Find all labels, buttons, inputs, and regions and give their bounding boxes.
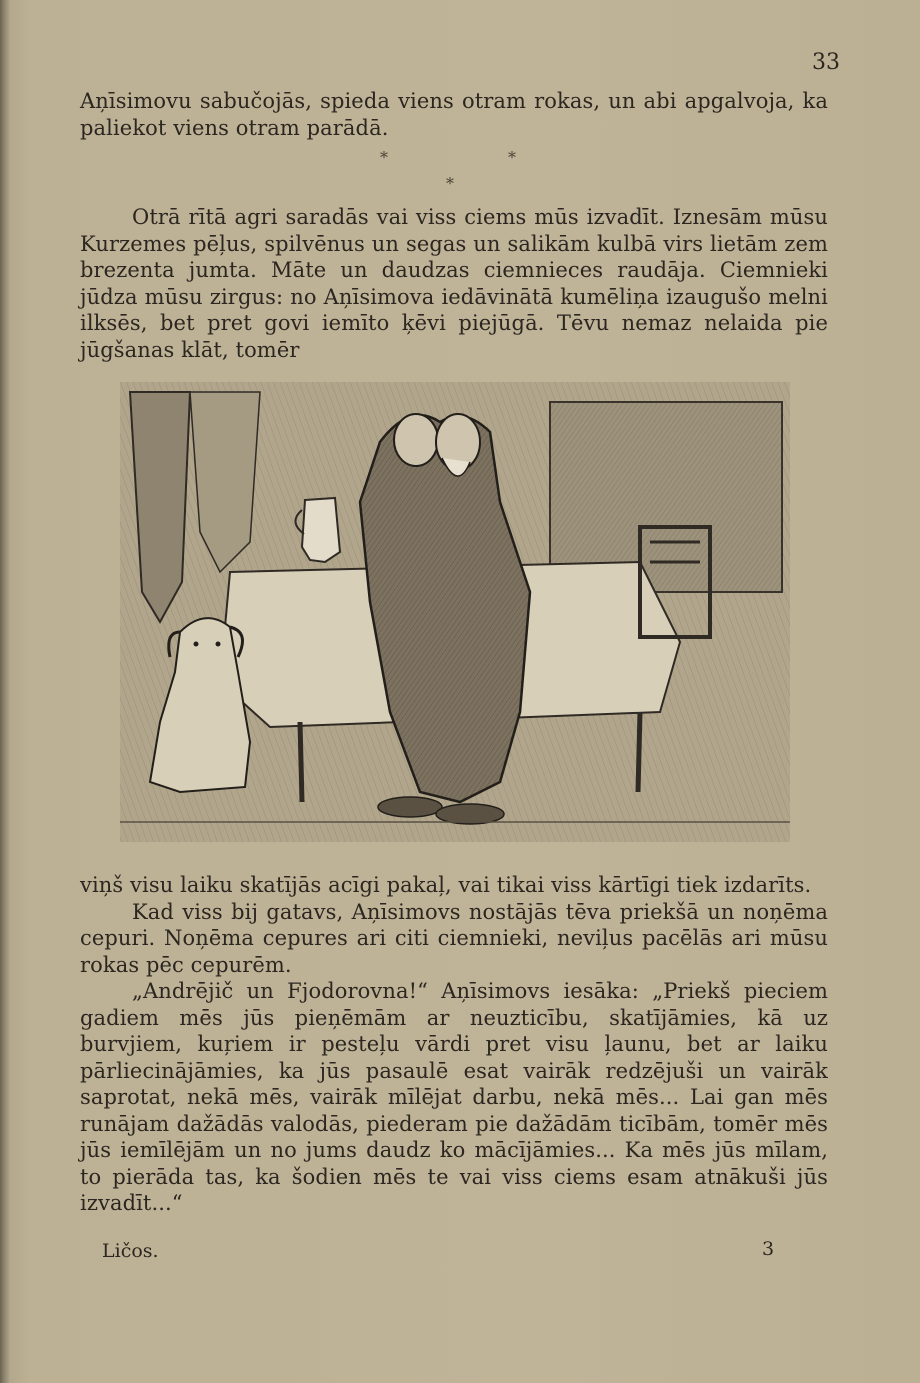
separator-star-bottom: *	[446, 174, 454, 193]
section-separator	[0, 148, 920, 208]
separator-star-left: *	[380, 148, 388, 167]
paragraph-2: Otrā rītā agri saradās vai viss ciems mūs izvadīt. Iznesām mūsu Kurzemes pēļus, spilvēnus un segas un salikām kulbā virs lietām zem brezenta jumta. Māte un daudzas ciemnieces raudāja. Ciemnieki jūdza mūsu zirgus: no Aņīsimova iedāvinātā kumēliņa izaugušo melni ilksēs, bet pret govi iemīto ķēvi piejūgā. Tēvu nemaz nelaida pie jūgšanas klāt, tomēr	[80, 205, 828, 362]
text-block-top	[80, 88, 828, 141]
paragraph-1: Aņīsimovu sabučojās, spieda viens otram rokas, un abi apgalvoja, ka paliekot viens otram parādā.	[80, 89, 828, 140]
footer-signature: Ličos.	[102, 1240, 159, 1262]
illustration-embrace	[120, 382, 790, 842]
text-block-bottom	[80, 872, 828, 1217]
paragraph-5: „Andrējič un Fjodorovna!“ Aņīsimovs iesāka: „Priekš pieciem gadiem mēs jūs pieņēmām ar neuzticību, skatījāmies, kā uz burvjiem, kuŗiem ir pesteļu vārdi pret visu ļaunu, bet ar laiku pārliecinājāmies, ka jūs pasaulē esat vairāk redzējuši un vairāk saprotat, nekā mēs, vairāk mīlējat darbu, nekā mēs... Lai gan mēs runājam dažādās valodās, piederam pie dažādām ticībām, tomēr mēs jūs iemīlējām un no jums daudz ko mācījāmies... Ka mēs jūs mīlam, to pierāda tas, ka šodien mēs te vai viss ciems esam atnākuši jūs izvadīt...“	[80, 979, 828, 1215]
paragraph-3: viņš visu laiku skatījās acīgi pakaļ, vai tikai viss kārtīgi tiek izdarīts.	[80, 873, 812, 897]
head-young-man	[394, 414, 438, 466]
footer-sheet-number: 3	[762, 1238, 775, 1260]
separator-star-right: *	[508, 148, 516, 167]
page-number: 33	[812, 50, 840, 75]
text-block-middle	[80, 204, 828, 363]
jug	[302, 498, 340, 562]
paragraph-4: Kad viss bij gatavs, Aņīsimovs nostājās tēva priekšā un noņēma cepuri. Noņēma cepures ari citi ciemnieki, neviļus pacēlās ari mūsu rokas pēc cepurēm.	[80, 899, 828, 977]
